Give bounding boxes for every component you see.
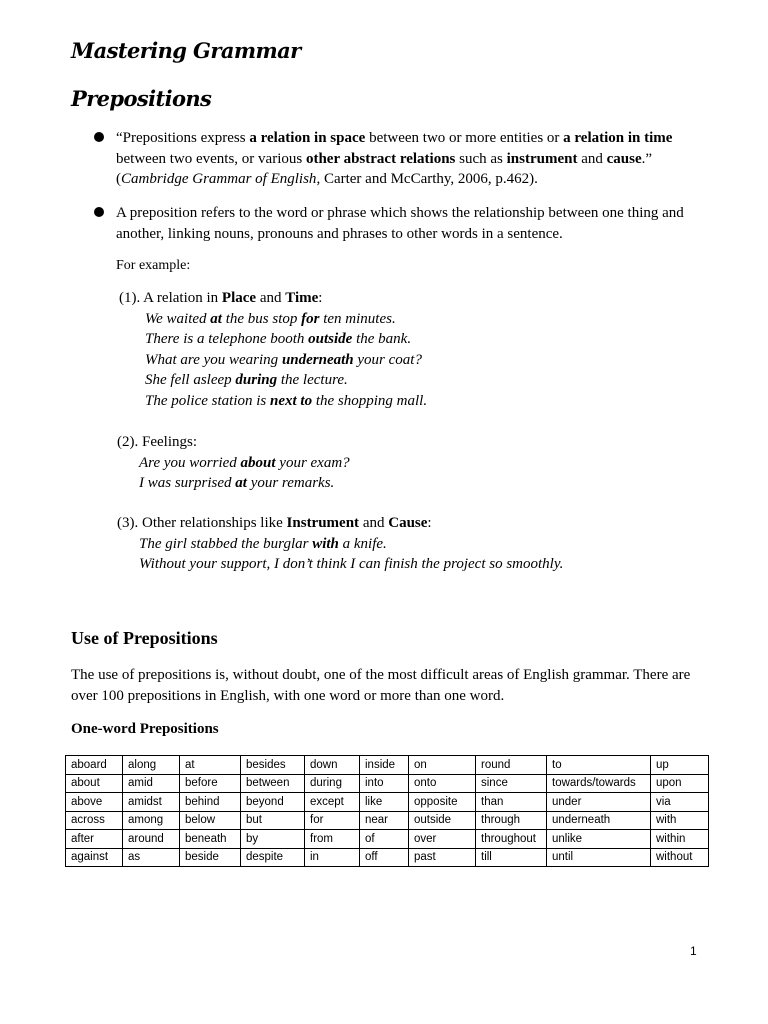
table-cell: for bbox=[305, 811, 360, 830]
table-cell: throughout bbox=[476, 830, 547, 849]
table-cell: on bbox=[409, 756, 476, 775]
table-cell: without bbox=[651, 848, 709, 867]
table-cell: below bbox=[180, 811, 241, 830]
document-title: Mastering Grammar bbox=[71, 38, 301, 63]
table-cell: behind bbox=[180, 793, 241, 812]
table-cell: amid bbox=[123, 774, 180, 793]
table-row bbox=[66, 756, 709, 775]
table-cell: between bbox=[241, 774, 305, 793]
one-word-prepositions-heading: One-word Prepositions bbox=[71, 721, 219, 737]
table-row bbox=[66, 830, 709, 849]
table-cell: since bbox=[476, 774, 547, 793]
table-cell: until bbox=[547, 848, 651, 867]
table-cell: outside bbox=[409, 811, 476, 830]
table-cell: as bbox=[123, 848, 180, 867]
bullet-paragraph-explanation: A preposition refers to the word or phrase which shows the relationship between one thing and another, linking nouns, pronouns and phrases to other words in a sentence. bbox=[116, 205, 684, 242]
table-cell: via bbox=[651, 793, 709, 812]
example-sentence: I was surprised at your remarks. bbox=[139, 475, 335, 491]
table-cell: across bbox=[66, 811, 123, 830]
example-3-heading: (3). Other relationships like Instrument and Cause: bbox=[117, 515, 432, 531]
table-cell: upon bbox=[651, 774, 709, 793]
table-cell: by bbox=[241, 830, 305, 849]
table-cell: towards/towards bbox=[547, 774, 651, 793]
use-of-prepositions-heading: Use of Prepositions bbox=[71, 628, 218, 648]
example-2-heading: (2). Feelings: bbox=[117, 434, 197, 450]
table-cell: besides bbox=[241, 756, 305, 775]
table-row bbox=[66, 793, 709, 812]
table-cell: about bbox=[66, 774, 123, 793]
table-cell: before bbox=[180, 774, 241, 793]
one-word-prepositions-table bbox=[65, 755, 709, 867]
example-sentence: She fell asleep during the lecture. bbox=[145, 372, 348, 388]
table-cell: of bbox=[360, 830, 409, 849]
table-cell: into bbox=[360, 774, 409, 793]
table-cell: opposite bbox=[409, 793, 476, 812]
example-1-heading: (1). A relation in Place and Time: bbox=[119, 290, 323, 306]
table-cell: near bbox=[360, 811, 409, 830]
table-cell: than bbox=[476, 793, 547, 812]
table-cell: within bbox=[651, 830, 709, 849]
use-of-prepositions-paragraph: The use of prepositions is, without doubt, one of the most difficult areas of English grammar. There are over 100 prepositions in English, with one word or more than one word. bbox=[71, 667, 691, 704]
table-cell: amidst bbox=[123, 793, 180, 812]
table-cell: after bbox=[66, 830, 123, 849]
table-cell: inside bbox=[360, 756, 409, 775]
table-cell: despite bbox=[241, 848, 305, 867]
table-cell: over bbox=[409, 830, 476, 849]
table-cell: along bbox=[123, 756, 180, 775]
table-cell: onto bbox=[409, 774, 476, 793]
table-cell: with bbox=[651, 811, 709, 830]
table-cell: during bbox=[305, 774, 360, 793]
bullet-paragraph-definition: “Prepositions express a relation in space between two or more entities or a relation in time between two events, or various other abstract relations such as instrument and cause.” (Cambridge Grammar of English, Carter and McCarthy, 2006, p.462). bbox=[116, 130, 673, 187]
table-cell: beyond bbox=[241, 793, 305, 812]
table-cell: but bbox=[241, 811, 305, 830]
table-cell: aboard bbox=[66, 756, 123, 775]
table-cell: past bbox=[409, 848, 476, 867]
example-sentence: There is a telephone booth outside the bank. bbox=[145, 331, 412, 347]
table-cell: under bbox=[547, 793, 651, 812]
table-cell: above bbox=[66, 793, 123, 812]
bullet-icon bbox=[94, 132, 104, 142]
table-cell: among bbox=[123, 811, 180, 830]
table-cell: off bbox=[360, 848, 409, 867]
table-cell: from bbox=[305, 830, 360, 849]
table-row bbox=[66, 811, 709, 830]
table-cell: against bbox=[66, 848, 123, 867]
table-cell: around bbox=[123, 830, 180, 849]
table-row bbox=[66, 774, 709, 793]
table-cell: in bbox=[305, 848, 360, 867]
bullet-icon bbox=[94, 207, 104, 217]
table-cell: except bbox=[305, 793, 360, 812]
example-sentence: The girl stabbed the burglar with a knife. bbox=[139, 535, 387, 552]
table-cell: like bbox=[360, 793, 409, 812]
example-sentence: Are you worried about your exam? bbox=[139, 454, 350, 471]
table-cell: up bbox=[651, 756, 709, 775]
for-example-label: For example: bbox=[116, 258, 191, 273]
table-cell: down bbox=[305, 756, 360, 775]
table-row bbox=[66, 848, 709, 867]
table-cell: round bbox=[476, 756, 547, 775]
table-cell: unlike bbox=[547, 830, 651, 849]
page-number: 1 bbox=[690, 944, 697, 958]
example-sentence: We waited at the bus stop for ten minutes. bbox=[145, 310, 396, 327]
table-cell: to bbox=[547, 756, 651, 775]
table-cell: at bbox=[180, 756, 241, 775]
table-cell: beneath bbox=[180, 830, 241, 849]
table-cell: underneath bbox=[547, 811, 651, 830]
example-sentence: The police station is next to the shopping mall. bbox=[145, 392, 428, 409]
table-cell: beside bbox=[180, 848, 241, 867]
table-cell: through bbox=[476, 811, 547, 830]
section-title-prepositions: Prepositions bbox=[71, 86, 212, 111]
example-sentence: Without your support, I don’t think I can finish the project so smoothly. bbox=[139, 556, 564, 572]
example-sentence: What are you wearing underneath your coat? bbox=[145, 351, 422, 368]
table-cell: till bbox=[476, 848, 547, 867]
